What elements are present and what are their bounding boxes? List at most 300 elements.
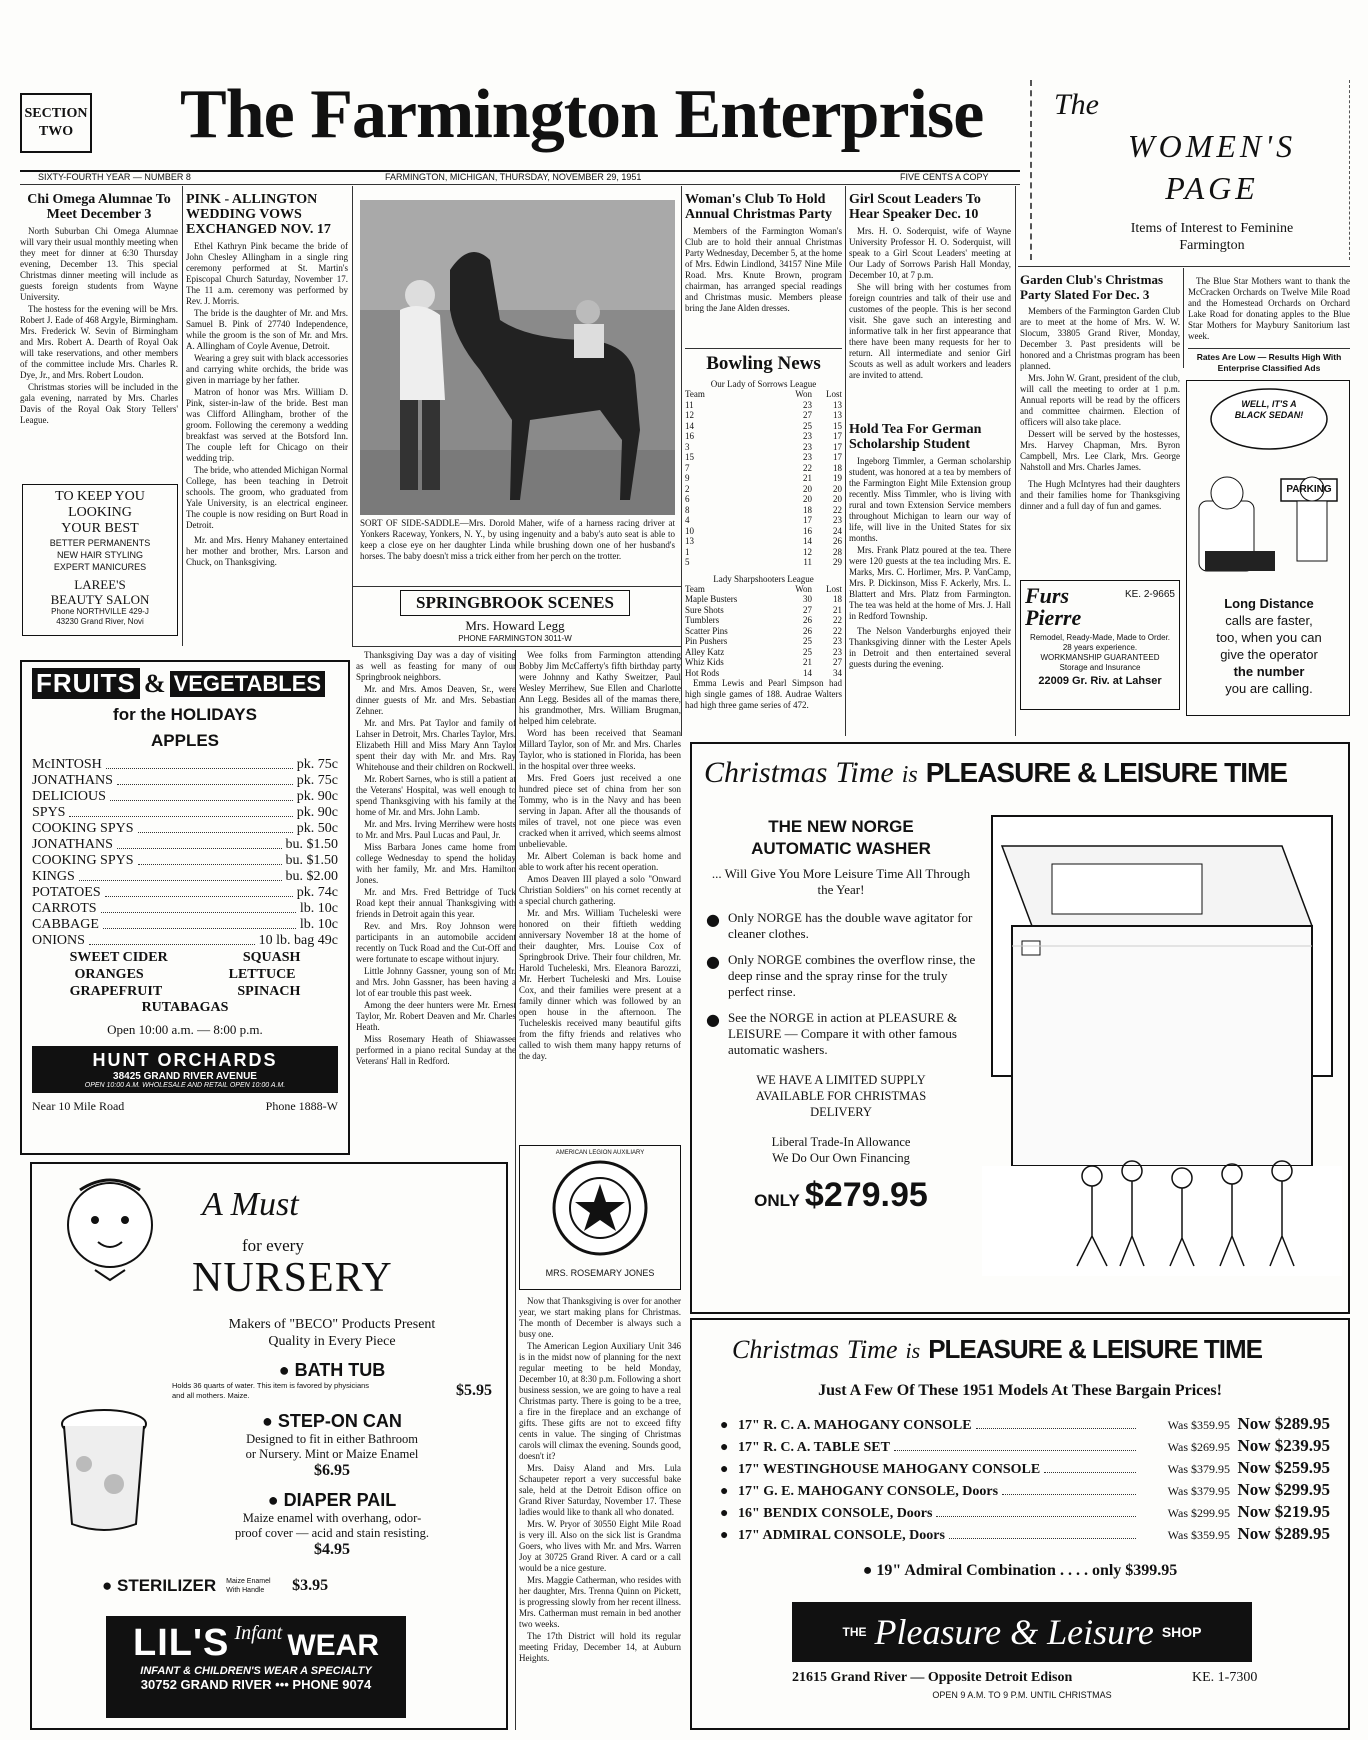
norge-ad bbox=[690, 742, 1350, 1314]
shop-phone: KE. 1-7300 bbox=[1192, 1670, 1258, 1685]
misc-list bbox=[32, 949, 338, 1000]
step-title: STEP-ON CAN bbox=[277, 1411, 402, 1431]
price-row bbox=[32, 869, 338, 885]
table-row bbox=[685, 463, 842, 474]
lils-wear: WEAR bbox=[287, 1629, 379, 1662]
diaper-desc: proof cover — acid and stain resisting. bbox=[234, 1526, 430, 1540]
bullet-icon: ● bbox=[720, 1418, 729, 1433]
item-price: pk. 90c bbox=[296, 805, 338, 820]
furs-name: Pierre bbox=[1025, 605, 1082, 630]
col-rule bbox=[1183, 268, 1184, 368]
was-price: Was $269.95 bbox=[1167, 1440, 1230, 1454]
col-header: Won bbox=[795, 389, 812, 399]
bath-desc: Holds 36 quarts of water. This item is favored by physicians and all mothers. Maize. bbox=[172, 1381, 370, 1400]
article-paragraph: Matron of honor was Mrs. William D. Pink, sister-in-law of the bride. Best man was Clifford Allingham, brother of the groom. Following the ceremony a wedding breakfast was served at the Botsford Inn. The couple left for Chicago on their wedding trip. bbox=[186, 387, 348, 463]
item-price: 10 lb. bag 49c bbox=[258, 933, 338, 948]
team-cell: 4 bbox=[685, 515, 690, 525]
dot-leader bbox=[110, 789, 293, 801]
team-cell: Pin Pushers bbox=[685, 636, 728, 646]
table-row bbox=[685, 547, 842, 558]
item-name: JONATHANS bbox=[32, 773, 113, 788]
shop-hours: OPEN 9 A.M. TO 9 P.M. UNTIL CHRISTMAS bbox=[932, 1690, 1112, 1700]
lils-sub: INFANT & CHILDREN'S WEAR A SPECIALTY bbox=[140, 1665, 372, 1677]
table-row bbox=[685, 452, 842, 463]
item-price: bu. $1.50 bbox=[285, 837, 338, 852]
dot-leader bbox=[138, 821, 293, 833]
table-row bbox=[685, 526, 842, 537]
team-cell: 8 bbox=[685, 504, 690, 515]
price-row bbox=[32, 901, 338, 917]
springbrook-phone: PHONE FARMINGTON 3011-W bbox=[458, 634, 572, 643]
team-cell: Sure Shots bbox=[685, 604, 724, 615]
springbrook-header bbox=[400, 590, 630, 643]
was-price: Was $379.95 bbox=[1167, 1462, 1230, 1476]
won-cell: 14 bbox=[803, 667, 812, 678]
now-price: Now $239.95 bbox=[1237, 1436, 1330, 1455]
sale-item-name: 17" WESTINGHOUSE MAHOGANY CONSOLE bbox=[738, 1462, 1041, 1477]
article-paragraph: Members of the Farmington Woman's Club are to hold their annual Christmas Party Wednesday, December 5, at the home of Mrs. Edwin Lindlond, 34157 Nine Mile Road. Mrs. Knute Brown, program chairman, has arranged special readings and Christmas music. Members please bring the Jane Alden dresses. bbox=[685, 226, 842, 313]
sale-row bbox=[720, 1414, 1330, 1436]
ad-name: LAREE'S bbox=[74, 577, 126, 592]
horse-image bbox=[360, 200, 675, 515]
springbrook-col-1 bbox=[356, 650, 516, 1130]
legion-seal: AMERICAN LEGION AUXILIARY bbox=[555, 1150, 645, 1156]
pleasure-title: PLEASURE & LEISURE TIME bbox=[925, 757, 1288, 788]
price-row bbox=[32, 757, 338, 773]
article-headline: Garden Club's Christmas Party Slated For Dec. 3 bbox=[1020, 272, 1164, 302]
table-row bbox=[685, 410, 842, 421]
bath-price: $5.95 bbox=[456, 1382, 492, 1399]
misc-item: SWEET CIDER bbox=[69, 950, 168, 965]
dot-leader bbox=[1002, 1494, 1136, 1495]
won-cell: 23 bbox=[803, 452, 812, 462]
lost-cell: 27 bbox=[833, 657, 842, 667]
article-paragraph: Mrs. Fred Goers just received a one hundred piece set of china from her son Tommy, who is in the Navy and has been serving in Japan. After all the thousands of miles of travel, not one piece was even cracked when it arrived, which seems almost unbelievable. bbox=[519, 773, 681, 849]
sale-sub: Just A Few Of These 1951 Models At These Bargain Prices! bbox=[818, 1382, 1222, 1399]
won-cell: 25 bbox=[803, 420, 812, 431]
table-row bbox=[685, 389, 842, 400]
lost-cell: 21 bbox=[833, 604, 842, 615]
article-paragraph: Ethel Kathryn Pink became the bride of John Chesley Allingham in a single ring ceremony performed at St. Martin's Episcopal Church Saturday, November 17. The 11 a.m. ceremony was performed by Rev. J. Morris. bbox=[186, 241, 348, 306]
dot-leader bbox=[976, 1428, 1136, 1429]
fruits-sub: for the HOLIDAYS bbox=[113, 705, 257, 724]
article-headline: Girl Scout Leaders To Hear Speaker Dec. 10 bbox=[849, 192, 981, 222]
won-cell: 22 bbox=[803, 462, 812, 473]
norge-bullet: Only NORGE combines the overflow rinse, the deep rinse and the spray rinse for the truly perfect rinse. bbox=[727, 952, 976, 999]
lost-cell: 23 bbox=[833, 636, 842, 646]
sale-item-name: 16" BENDIX CONSOLE, Doors bbox=[738, 1506, 933, 1521]
furs-line: WORKMANSHIP GUARANTEED bbox=[1040, 653, 1160, 662]
norge-bullet: See the NORGE in action at PLEASURE & LEISURE — Compare it with other famous automatic washers. bbox=[727, 1010, 958, 1057]
team-cell: Maple Busters bbox=[685, 594, 738, 604]
lils-infant: Infant bbox=[234, 1622, 283, 1644]
pleasure-title: PLEASURE & LEISURE TIME bbox=[928, 1334, 1263, 1364]
article-paragraph: The American Legion Auxiliary Unit 346 is in the midst now of planning for the next regular meeting to be held Monday, December 10, at 8:30 p.m. Following a short business session, we are going to have a real Christmas party. There is going to be a tree, a fire in the fireplace and an exchange of gifts. These gifts are not to exceed fifty cents in value. The singing of Christmas carols will climax the evening. Sounds good, doesn't it? bbox=[519, 1341, 681, 1461]
lost-cell: 26 bbox=[833, 536, 842, 546]
table-row bbox=[685, 431, 842, 442]
col-rule bbox=[681, 186, 682, 736]
lost-cell: 20 bbox=[833, 483, 842, 494]
fruits-amp: & bbox=[143, 668, 166, 698]
item-price: lb. 10c bbox=[299, 901, 338, 916]
fruits-title: FRUITS bbox=[32, 668, 140, 699]
lost-cell: 20 bbox=[833, 494, 842, 504]
time-word: Time bbox=[835, 756, 894, 789]
won-cell: 23 bbox=[803, 431, 812, 441]
table-row bbox=[685, 515, 842, 526]
baby-illustration bbox=[40, 1170, 180, 1290]
rutabagas: RUTABAGAS bbox=[141, 1000, 229, 1015]
dot-leader bbox=[69, 805, 292, 817]
table-row bbox=[685, 657, 842, 668]
lost-cell: 13 bbox=[833, 410, 842, 420]
sale-item-name: 17" R. C. A. TABLE SET bbox=[738, 1440, 890, 1455]
col-header: Team bbox=[685, 583, 705, 594]
table-row bbox=[685, 557, 842, 568]
article-paragraph: Little Johnny Gassner, young son of Mr. and Mrs. John Gassner, has been having a lot of ear trouble this past week. bbox=[356, 966, 516, 998]
supply-line: WE HAVE A LIMITED SUPPLY bbox=[756, 1073, 926, 1087]
sale-list bbox=[720, 1414, 1330, 1546]
photo-caption-box bbox=[360, 518, 675, 563]
lost-cell: 13 bbox=[833, 399, 842, 410]
legion-emblem bbox=[550, 1158, 650, 1258]
item-price: bu. $1.50 bbox=[285, 853, 338, 868]
article-paragraph: Mr. and Mrs. William Tucheleski were honored on their fiftieth wedding anniversary November 18 at the home of their daughter, Mrs. Louise Cox of Springbrook Drive. Their four children, Mr. Harold Tucheleski, Mrs. Eleanora Barozzi, Mr. Herbert Tucheleski and Mrs. Louise Cox, and their families were present at a family dinner which was followed by an open house in the afternoon. The Tucheleskis received many beautiful gifts from the fifty friends and relatives who called to wish them many happy returns of the day. bbox=[519, 908, 681, 1061]
won-cell: 25 bbox=[803, 646, 812, 657]
col-rule bbox=[182, 186, 183, 646]
sale-item-name: 17" R. C. A. MAHOGANY CONSOLE bbox=[738, 1418, 972, 1433]
lost-cell: 23 bbox=[833, 646, 842, 657]
ad-address: 43230 Grand River, Novi bbox=[56, 617, 144, 626]
table-row bbox=[685, 605, 842, 616]
won-cell: 18 bbox=[803, 504, 812, 515]
article-paragraph: Word has been received that Seaman Millard Taylor, son of Mr. and Mrs. Charles Taylor, who is stationed in Florida, has been in the hospital over three weeks. bbox=[519, 728, 681, 771]
now-price: Now $299.95 bbox=[1237, 1480, 1330, 1499]
ad-line: TO KEEP YOU bbox=[55, 489, 145, 504]
misc-item: ORANGES bbox=[74, 967, 144, 982]
dot-leader bbox=[117, 837, 282, 849]
won-cell: 27 bbox=[803, 604, 812, 615]
item-price: pk. 75c bbox=[296, 773, 338, 788]
dot-leader bbox=[117, 773, 293, 785]
dot-leader bbox=[79, 869, 282, 881]
orchard-open: OPEN 10:00 A.M. WHOLESALE AND RETAIL OPEN 10:00 A.M. bbox=[84, 1082, 286, 1089]
trade-line: Liberal Trade-In Allowance bbox=[771, 1135, 911, 1149]
furs-line: Remodel, Ready-Made, Made to Order. 28 years experience. bbox=[1029, 633, 1171, 652]
furs-phone: KE. 2-9665 bbox=[1124, 589, 1175, 600]
article-paragraph: She will bring with her costumes from foreign countries and talk of their use and customes of the people. This is her second visit. She gave such an interesting and informative talk in her first appearance that there have been many requests for her to return. All intermediate and senior Girl Scouts as well as adult workers and leaders are invited to attend. bbox=[849, 282, 1011, 380]
dot-leader bbox=[103, 917, 296, 929]
item-name: SPYS bbox=[32, 805, 66, 820]
table-row bbox=[685, 442, 842, 453]
lost-cell: 17 bbox=[833, 431, 842, 441]
nursery-ad bbox=[30, 1162, 508, 1730]
col-rule bbox=[845, 186, 846, 736]
table-row bbox=[685, 505, 842, 516]
article-paragraph: Mr. and Mrs. Henry Mahaney entertained her mother and brother, Mrs. Larson and Chuck, on Thanksgiving. bbox=[186, 535, 348, 567]
time-word: Time bbox=[846, 1335, 898, 1364]
article-paragraph: Wee folks from Farmington attending Bobby Jim McCafferty's fifth birthday party were Johnny and Kathy Sweitzer, Paul Wesley Merrihew, Sue Ellen and Charlotte Ann Legg. Besides all of the mamas there, his grandmother, Mrs. William Brugman, helped him celebrate. bbox=[519, 650, 681, 726]
womens-sub: Items of Interest to Feminine Farmington bbox=[1130, 221, 1294, 253]
item-name: DELICIOUS bbox=[32, 789, 106, 804]
item-name: COOKING SPYS bbox=[32, 821, 134, 836]
item-price: lb. 10c bbox=[299, 917, 338, 932]
won-cell: 21 bbox=[803, 473, 812, 483]
pink-article bbox=[186, 190, 348, 640]
bullet-icon: ● bbox=[706, 1010, 720, 1029]
dot-leader bbox=[894, 1450, 1136, 1451]
year-line: SIXTY-FOURTH YEAR — NUMBER 8 bbox=[38, 172, 191, 182]
step-desc: or Nursery. Mint or Maize Enamel bbox=[245, 1447, 419, 1461]
was-price: Was $299.95 bbox=[1167, 1506, 1230, 1520]
springbrook-rule bbox=[352, 646, 682, 647]
price-row bbox=[32, 917, 338, 933]
bath-title: BATH TUB bbox=[294, 1360, 386, 1380]
sale-row bbox=[720, 1524, 1330, 1546]
orchard-address: 38425 GRAND RIVER AVENUE bbox=[113, 1071, 257, 1082]
article-paragraph: Mr. and Mrs. Irving Merrihew were hosts to Mr. and Mrs. Paul Lucas and Paul, Jr. bbox=[356, 819, 516, 840]
price-row bbox=[32, 773, 338, 789]
price-row bbox=[32, 837, 338, 853]
won-cell: 14 bbox=[803, 536, 812, 546]
item-name: McINTOSH bbox=[32, 757, 102, 772]
womens-the: The bbox=[1054, 88, 1099, 121]
table-row bbox=[685, 484, 842, 495]
bullet-icon: ● bbox=[278, 1360, 295, 1380]
shop-address: 21615 Grand River — Opposite Detroit Edison bbox=[792, 1670, 1073, 1685]
team-cell: 5 bbox=[685, 557, 690, 567]
now-price: Now $219.95 bbox=[1237, 1502, 1330, 1521]
team-cell: 14 bbox=[685, 420, 694, 431]
springbrook-col-2 bbox=[519, 650, 681, 1140]
lost-cell: 17 bbox=[833, 452, 842, 462]
table-row bbox=[685, 615, 842, 626]
lost-cell: 29 bbox=[833, 557, 842, 567]
girl-scout-article bbox=[849, 190, 1011, 382]
item-price: pk. 90c bbox=[296, 789, 338, 804]
lost-cell: 17 bbox=[833, 441, 842, 452]
ld-line: calls are faster, bbox=[1225, 613, 1313, 628]
article-paragraph: Thanksgiving Day was a day of visiting as well as feasting for many of our Springbrook neighbors. bbox=[356, 650, 516, 682]
springbrook-byline: Mrs. Howard Legg bbox=[465, 618, 565, 633]
furs-name: Furs bbox=[1025, 583, 1070, 608]
price-row bbox=[32, 805, 338, 821]
team-cell: 9 bbox=[685, 473, 690, 483]
bullet-icon: ● bbox=[706, 910, 720, 929]
article-paragraph: Dessert will be served by the hostesses, Mrs. Harvey Chapman, Mrs. Byron Campbell, Mrs. Lee Clark, Mrs. George Nahstoll and Mrs. Charles James. bbox=[1020, 429, 1180, 472]
article-paragraph: Mrs. Frank Platz poured at the tea. There were 120 guests at the tea including Mrs. E. Marks, Mrs. C. Horlimer, Mrs. P. VanCamp, Mrs. P. Dickinson, Miss F. Ackerly, Mrs. L. Blattert and Mrs. Platz from Farmington. The tea was held at the home of Mrs. J. Hall in Redford Township. bbox=[849, 545, 1011, 621]
article-paragraph: Mr. Albert Coleman is back home and able to work after his recent operation. bbox=[519, 851, 681, 872]
article-paragraph: Miss Rosemary Heath of Shiawassee performed in a piano recital Sunday at the Veterans' Hall in Redford. bbox=[356, 1034, 516, 1066]
article-paragraph: Wearing a grey suit with black accessories and carrying white orchids, the bride was given in marriage by her father. bbox=[186, 353, 348, 385]
ad-line: EXPERT MANICURES bbox=[53, 562, 147, 572]
article-paragraph: The hostess for the evening will be Mrs. Robert J. Eade of 468 Argyle, Birmingham. Mrs. Frederick W. Sevin of Birmingham and Mrs. Robert A. Dearth of Royal Oak will take reservations, and other members of the committee include Mrs. Charles R. Dye, Jr., and Mrs. Robert Loudon. bbox=[20, 304, 178, 380]
item-name: JONATHANS bbox=[32, 837, 113, 852]
washer-illustration bbox=[982, 806, 1342, 1276]
table-row bbox=[685, 400, 842, 411]
parking-sign: PARKING bbox=[1286, 484, 1332, 495]
team-cell: Hot Rods bbox=[685, 667, 720, 678]
shop-the: THE bbox=[842, 1625, 867, 1639]
article-paragraph: Mrs. John W. Grant, president of the club, will call the meeting to order at 1 p.m. Annual reports will be read by the officers and committee chairmen. Election of officers will also take place. bbox=[1020, 373, 1180, 427]
sedan-bubble: WELL, IT'S A BLACK SEDAN! bbox=[1234, 399, 1304, 420]
team-cell: 12 bbox=[685, 410, 694, 420]
col-header: Lost bbox=[825, 389, 842, 399]
dot-leader bbox=[101, 901, 296, 913]
article-paragraph: The Hugh McIntyres had their daughters and their families home for Thanksgiving dinner and a full day of fun and games. bbox=[1020, 479, 1180, 511]
orchard-phone: Phone 1888-W bbox=[265, 1099, 338, 1113]
lost-cell: 28 bbox=[833, 546, 842, 557]
ld-line: the number bbox=[1233, 664, 1305, 679]
lils-address: 30752 GRAND RIVER ••• PHONE 9074 bbox=[140, 1677, 372, 1692]
won-cell: 20 bbox=[803, 483, 812, 494]
col-header: Lost bbox=[825, 583, 842, 594]
springbrook-title: SPRINGBROOK SCENES bbox=[400, 590, 630, 616]
won-cell: 26 bbox=[803, 615, 812, 625]
article-paragraph: Mr. Robert Sarnes, who is still a patient at the Veterans' Hospital, was well enough to spend Thanksgiving with his family at the home of Mr. and Mrs. John Lamb. bbox=[356, 774, 516, 817]
fruits-ad bbox=[20, 660, 350, 1155]
nursery-for-every: for every bbox=[242, 1236, 304, 1255]
german-article bbox=[849, 420, 1011, 671]
dot-leader bbox=[936, 1516, 1136, 1517]
won-cell: 16 bbox=[803, 525, 812, 536]
price-row bbox=[32, 789, 338, 805]
finance-line: We Do Our Own Financing bbox=[772, 1151, 910, 1165]
admiral-line: 19" Admiral Combination . . . . only $399.95 bbox=[876, 1562, 1178, 1579]
sale-item-name: 17" ADMIRAL CONSOLE, Doors bbox=[738, 1528, 945, 1543]
norge-heading: THE NEW NORGE bbox=[768, 817, 914, 836]
col-rule bbox=[352, 186, 353, 646]
article-paragraph: The Blue Star Mothers want to thank the McCracken Orchards on Twelve Mile Road and the Homestead Orchards on Orchard Lake Road for donating apples to the Blue Star Mothers for Maybury Sanitorium last week. bbox=[1188, 276, 1350, 341]
price-row bbox=[32, 821, 338, 837]
is-word: is bbox=[901, 762, 918, 788]
won-cell: 23 bbox=[803, 399, 812, 410]
ad-line: NEW HAIR STYLING bbox=[56, 550, 143, 560]
price-line: FIVE CENTS A COPY bbox=[900, 172, 989, 182]
norge-lead: ... Will Give You More Leisure Time All Through the Year! bbox=[711, 866, 971, 897]
diaper-title: DIAPER PAIL bbox=[283, 1490, 397, 1510]
lost-cell: 19 bbox=[833, 473, 842, 483]
table-row bbox=[685, 473, 842, 484]
table-row bbox=[685, 421, 842, 432]
item-name: COOKING SPYS bbox=[32, 853, 134, 868]
article-paragraph: Rev. and Mrs. Roy Johnson were participants in an automobile accident recently on Tuck Road and the Cut-Off and were fortunate to escape without injury. bbox=[356, 921, 516, 964]
team-cell: 3 bbox=[685, 441, 690, 452]
furs-address: 22009 Gr. Riv. at Lahser bbox=[1038, 675, 1162, 687]
ad-line: LOOKING bbox=[68, 505, 132, 520]
ld-line: too, when you can bbox=[1216, 630, 1322, 645]
larees-ad bbox=[22, 484, 178, 636]
article-paragraph: Mr. and Mrs. Pat Taylor and family of Lahser in Detroit, Mrs. Charles Taylor, Mrs. Elizabeth Hill and Miss Mary Ann Taylor spent their day with Mr. and Mrs. Ray Whitehouse and their children on Rockwell. bbox=[356, 718, 516, 772]
womans-club-article bbox=[685, 190, 842, 315]
team-cell: 16 bbox=[685, 431, 694, 441]
league-title: Our Lady of Sorrows League bbox=[710, 379, 817, 389]
vegetables-title: VEGETABLES bbox=[170, 671, 326, 697]
nursery-makers: Makers of "BECO" Products Present bbox=[228, 1317, 436, 1332]
article-paragraph: Mrs. H. O. Soderquist, wife of Wayne University Professor H. O. Soderquist, will speak to a Girl Scout Leaders' meeting at Our Lady of Sorrows Parish Hall Monday, December 10, at 7 p.m. bbox=[849, 226, 1011, 280]
rates-note: Rates Are Low — Results High With Enterprise Classified Ads bbox=[1188, 348, 1350, 374]
article-headline: Hold Tea For German Scholarship Student bbox=[849, 422, 982, 452]
legion-header bbox=[519, 1145, 681, 1290]
step-can-illustration bbox=[44, 1394, 164, 1544]
lils-name: LIL'S bbox=[133, 1622, 230, 1664]
item-name: KINGS bbox=[32, 869, 75, 884]
team-cell: 6 bbox=[685, 494, 690, 504]
now-price: Now $289.95 bbox=[1237, 1414, 1330, 1433]
misc-item: SPINACH bbox=[237, 984, 301, 999]
team-cell: Alley Katz bbox=[685, 646, 725, 657]
bullet-icon: ● bbox=[720, 1462, 729, 1477]
lost-cell: 22 bbox=[833, 615, 842, 625]
was-price: Was $359.95 bbox=[1167, 1418, 1230, 1432]
team-cell: 7 bbox=[685, 462, 690, 473]
lost-cell: 24 bbox=[833, 525, 842, 536]
ld-line: you are calling. bbox=[1225, 681, 1313, 696]
bullet-icon: ● bbox=[720, 1484, 729, 1499]
team-cell: 13 bbox=[685, 536, 694, 546]
misc-row bbox=[32, 949, 338, 966]
womens-page-box bbox=[1030, 80, 1350, 260]
team-cell: 2 bbox=[685, 483, 690, 494]
lost-cell: 34 bbox=[833, 667, 842, 678]
only-word: ONLY bbox=[754, 1191, 800, 1210]
bullet-icon: ● bbox=[706, 952, 720, 971]
ad-line: BETTER PERMANENTS bbox=[49, 538, 151, 548]
dot-leader bbox=[106, 757, 293, 769]
dot-leader bbox=[949, 1538, 1136, 1539]
team-cell: 10 bbox=[685, 525, 694, 536]
now-price: Now $259.95 bbox=[1237, 1458, 1330, 1477]
ad-phone: Phone NORTHVILLE 429-J bbox=[51, 607, 149, 616]
apples-heading: APPLES bbox=[150, 731, 220, 750]
section-label: SECTION TWO bbox=[24, 106, 88, 139]
article-paragraph: Mr. and Mrs. Amos Deaven, Sr., were dinner guests of Mr. and Mrs. Sebastian Zehner. bbox=[356, 684, 516, 716]
won-cell: 21 bbox=[803, 657, 812, 667]
ld-line: give the operator bbox=[1220, 647, 1318, 662]
article-paragraph: North Suburban Chi Omega Alumnae will vary their usual monthly meeting when they meet for dinner at 6:30 Thursday evening, December 13. This special Christmas dinner meeting will include as guests foreign students from Wayne University. bbox=[20, 226, 178, 302]
dot-leader bbox=[105, 885, 293, 897]
misc-row bbox=[32, 966, 338, 983]
sterilizer-title: STERILIZER bbox=[117, 1576, 217, 1595]
nursery-makers: Quality in Every Piece bbox=[268, 1334, 396, 1349]
price-row bbox=[32, 885, 338, 901]
article-paragraph: Miss Barbara Jones came home from college Wednesday to spend the holiday with her family, Mr. and Mrs. Hamilton Jones. bbox=[356, 842, 516, 885]
item-price: pk. 50c bbox=[296, 821, 338, 836]
league-title: Lady Sharpshooters League bbox=[713, 573, 814, 584]
ad-line: YOUR BEST bbox=[61, 521, 139, 536]
sale-row bbox=[720, 1436, 1330, 1458]
christmas-word: Christmas bbox=[704, 756, 828, 789]
article-paragraph: Among the deer hunters were Mr. Ernest Taylor, Mr. Robert Deaven and Mr. Charles Heath. bbox=[356, 1000, 516, 1032]
supply-line: DELIVERY bbox=[810, 1105, 872, 1119]
bullet-icon: ● bbox=[267, 1490, 284, 1510]
article-paragraph: Members of the Farmington Garden Club are to meet at the home of Mrs. W. W. Slocum, 33805 Grand River, Monday, December 3. Past presidents will be honored and a Christmas program has been planned. bbox=[1020, 306, 1180, 371]
price-list bbox=[32, 757, 338, 949]
now-price: Now $289.95 bbox=[1237, 1524, 1330, 1543]
chi-omega-article bbox=[20, 190, 178, 480]
article-paragraph: The bride is the daughter of Mr. and Mrs. Samuel B. Pink of 27740 Independence, while the groom is the son of Mr. and Mrs. A. Allingham of Coyle Avenue, Detroit. bbox=[186, 308, 348, 351]
dateline: FARMINGTON, MICHIGAN, THURSDAY, NOVEMBER 29, 1951 bbox=[385, 172, 642, 182]
table-row bbox=[685, 584, 842, 595]
won-cell: 23 bbox=[803, 441, 812, 452]
won-cell: 27 bbox=[803, 410, 812, 420]
furs-line: Storage and Insurance bbox=[1059, 663, 1141, 672]
shop-name: Pleasure & Leisure bbox=[874, 1612, 1154, 1652]
won-cell: 11 bbox=[803, 557, 812, 567]
norge-heading: AUTOMATIC WASHER bbox=[751, 839, 931, 858]
nursery-a-must: A Must bbox=[202, 1186, 299, 1223]
bullet-icon: ● bbox=[862, 1562, 877, 1579]
